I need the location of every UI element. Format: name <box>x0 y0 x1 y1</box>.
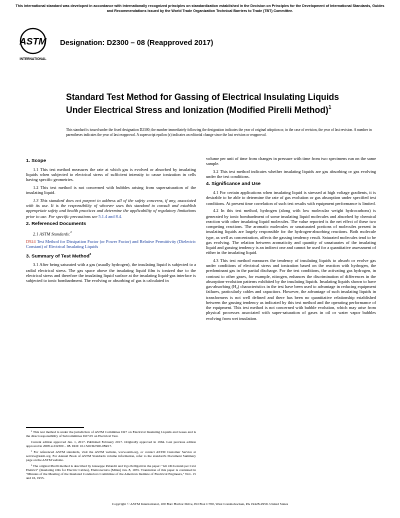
section-summary-heading <box>26 252 196 260</box>
footnotes <box>26 430 196 482</box>
right-column <box>206 156 376 323</box>
paragraph-1-2: 1.2 This test method is not concerned with bubbles arising from supersaturation of the insulating liquid. <box>26 184 196 196</box>
left-column <box>26 156 196 286</box>
astm-logo <box>18 27 48 63</box>
footnote-1: ¹ This test method is under the jurisdiction of ASTM Committee D27 on Electrical Insulating Liquids and Gases and is the direct responsibility of Subcommittee D27.05 on Electrical Test. <box>26 430 196 439</box>
footnote-mark-3: 3 <box>89 252 92 257</box>
paragraph-4-1: 4.1 For certain applications when insulating liquid is stressed at high voltage gradients, it is desirable to be able to determine the rate of gas evolution or gas absorption under specified test conditions. At present time correlation of such test results with equipment performance is limited. <box>206 190 376 206</box>
section-referenced-documents-heading: 2. Referenced Documents <box>26 221 87 227</box>
title-text: Standard Test Method for Gassing of Electrical Insulating Liquids Under Electrical Stress and Ionization (Modified Pirelli Method) <box>66 92 340 115</box>
paragraph-3-2: 3.2 This test method indicates whether insulating liquids are gas absorbing or gas evolving under the test conditions. <box>206 168 376 180</box>
section-scope-heading: 1. Scope <box>26 159 47 164</box>
paragraph-1-3 <box>26 198 196 219</box>
paragraph-4-3: 4.3 This test method measures the tendency of insulating liquids to absorb or evolve gas under conditions of electrical stress and ionization based on the reaction with hydrogen, the predominant gas in the partial discharge. For the test conditions, the activating gas hydrogen, in contrast to other gases, for example, nitrogen, enhances the discrimination of differences in the absorption-evolution patterns exhibited by the insulating liquids. Insulating liquids shown to have gas-absorbing (H₂) characteristics in the test have been used to advantage in reducing equipment failures, particularly cables and capacitors. However, the advantage of such insulating liquids in transformers is not well defined and there has been no quantitative relationship established between the gassing tendency as indicated by this test method and the operating performance of the equipment. This test method is not concerned with bubble evolution, which may arise from physical processes associated with super-saturation of gases in oil or water vapor bubbles evolving from wet insulation. <box>206 257 376 321</box>
summary-heading-text: 3. Summary of Test Method <box>26 254 90 260</box>
document-title <box>66 92 366 115</box>
precaution-links[interactable]: 5.1.4 and 8.4. <box>98 213 123 219</box>
astm-standards-label: 2.1 ASTM Standards: <box>33 230 71 236</box>
footnote-mark-2: 2 <box>70 229 72 234</box>
footnote-1-edition: Current edition approved Jan. 1, 2017. Published February 2017. Originally approved in 1964. Last previous edition approved in 2008 as D2300 – 08. DOI: 10.1520/D2300-08R17. <box>26 439 196 448</box>
section-significance-heading: 4. Significance and Use <box>206 182 261 188</box>
paragraph-3-1-continued: volume per unit of time from changes in pressure with time from two specimens run on the same sample. <box>206 156 376 167</box>
paragraph-2-1 <box>26 230 196 237</box>
wto-principles-notice: This international standard was developed in accordance with internationally recognized principles on standardization established in the Decision on Principles for the Development of International Standards, Guides and Recommendations issued by the World Trade Organization Technical Barriers to Trade (TBT) Committee. <box>15 4 385 13</box>
paragraph-3-1: 3.1 After being saturated with a gas (usually hydrogen), the insulating liquid is subjected to a radial electrical stress. The gas space above the insulating liquid film is ionized due to the electrical stress and therefore the insulating liquid surface at the insulating liquid-gas interface is subjected to ionic bombardment. The evolving or absorbing of gas is calculated in <box>26 262 196 284</box>
ref-title-link[interactable]: Test Method for Dissipation Factor (or Power Factor) and Relative Permittivity (Dielectric Constant) of Electrical Insulating Liquids <box>26 238 196 249</box>
referenced-standard-d924 <box>26 239 196 250</box>
designation: Designation: D2300 – 08 (Reapproved 2017) <box>60 38 214 47</box>
footnote-3: ³ The original Pirelli method is described by Giuseppe Palandri and Ugo Pelligatti in the paper: "Gli Oli Isolanti per Cavi Elettrici" (Insulating Oils for Electric Cables), Elettrotecnica (Milan) Jan. 8, 1955. Translation of this paper is contained in "Minutes of the Meeting of the Insulated Conductors Committee of the American Institute of Electrical Engineers," Nov. 15 and 16, 1955. <box>26 463 196 481</box>
safety-statement: 1.3 This standard does not purport to address all of the safety concerns, if any, associated with its use. It is the responsibility of whoever uses this standard to consult and establish appropriate safety and health practices and determine the applicability of regulatory limitations prior to use. For specific precautions see <box>26 197 196 219</box>
logo-caption: INTERNATIONAL <box>19 57 47 61</box>
svg-text:ASTM: ASTM <box>19 36 47 48</box>
footnote-divider <box>26 427 84 428</box>
ref-code-link[interactable]: D924 <box>26 238 36 244</box>
paragraph-1-1: 1.1 This test method measures the rate at which gas is evolved or absorbed by insulating liquids when subjected to electrical stress of sufficient intensity to cause ionization in cells having specific geometries. <box>26 166 196 183</box>
standard-issue-notice: This standard is issued under the fixed designation D2300; the number immediately following the designation indicates the year of original adoption or, in the case of revision, the year of last revision. A number in parentheses indicates the year of last reapproval. A superscript epsilon (ε) indicates an editorial change since the last revision or reapproval. <box>66 128 372 137</box>
title-footnote-mark: 1 <box>328 104 332 111</box>
footnote-2: ² For referenced ASTM standards, visit the ASTM website, www.astm.org, or contact ASTM Customer Service at service@astm.org. For Annual Book of ASTM Standards volume information, refer to the standard's Document Summary page on the ASTM website. <box>26 449 196 462</box>
paragraph-4-2: 4.2 In this test method, hydrogen (along with low molecular weight hydrocarbons) is generated by ionic bombardment of some insulating liquid molecules and absorbed by chemical reaction with other insulating liquid molecules. The value reported is the net effect of these two competing reactions. The aromatic molecules or unsaturated portions of molecules present in insulating liquids are largely responsible for the hydrogen-absorbing reactions. Both molecule type, as well as concentration, affects the gassing tendency result. Saturated molecules tend to be gas evolving. The relation between aromaticity and quantity of unsaturates of the insulating liquid and gassing tendency is an indirect one and cannot be used for a quantitative assessment of either in the insulating liquid. <box>206 208 376 256</box>
copyright-footer: Copyright © ASTM International, 100 Barr Harbor Drive, PO Box C700, West Conshohocken, PA 19428-2959. United States <box>111 502 289 506</box>
